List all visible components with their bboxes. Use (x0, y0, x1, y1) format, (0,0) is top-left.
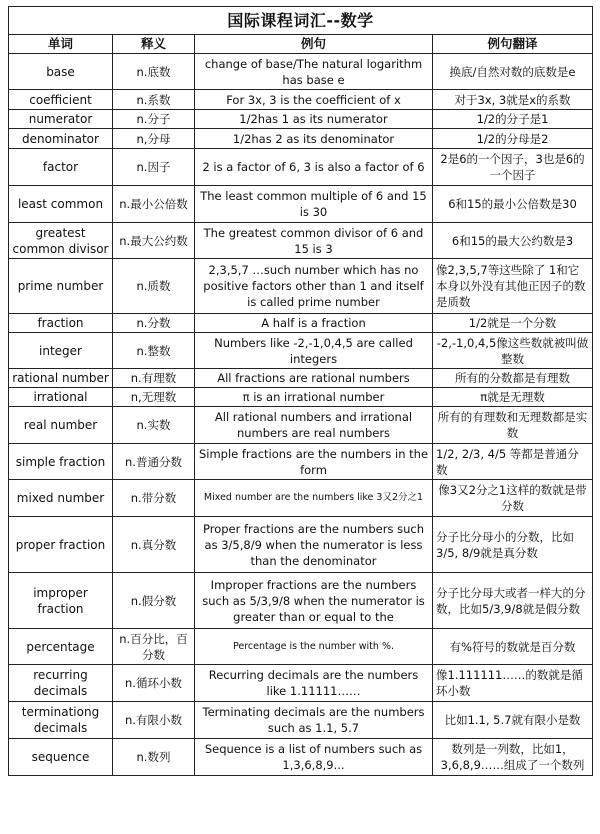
table-row (9, 573, 593, 629)
example-cell: Numbers like -2,-1,0,4,5 are called integers (195, 333, 433, 369)
table-row (9, 259, 593, 314)
translation-cell: 数列是一列数，比如1，3,6,8,9……组成了一个数列 (433, 739, 593, 776)
word-cell: coefficient (9, 90, 113, 110)
table-row (9, 186, 593, 223)
translation-cell: 像1.111111……的数就是循环小数 (433, 665, 593, 702)
meaning-cell: n.质数 (113, 259, 195, 314)
example-cell: Terminating decimals are the numbers such as 1.1, 5.7 (195, 702, 433, 739)
translation-cell: 换底/自然对数的底数是e (433, 54, 593, 90)
meaning-cell: n.有理数 (113, 369, 195, 388)
example-cell: A half is a fraction (195, 314, 433, 333)
vocabulary-table (8, 6, 593, 776)
meaning-cell: n.有限小数 (113, 702, 195, 739)
word-cell: percentage (9, 629, 113, 665)
meaning-cell: n.数列 (113, 739, 195, 776)
header-meaning: 释义 (113, 35, 195, 54)
translation-cell: 分子比分母大或者一样大的分数，比如5/3,9/8就是假分数 (433, 573, 593, 629)
example-cell: Mixed number are the numbers like 3又2分之1 (195, 480, 433, 517)
word-cell: proper fraction (9, 517, 113, 573)
meaning-cell: n.真分数 (113, 517, 195, 573)
example-cell: All fractions are rational numbers (195, 369, 433, 388)
example-cell: The least common multiple of 6 and 15 is 30 (195, 186, 433, 223)
meaning-cell: n.普通分数 (113, 444, 195, 480)
table-row (9, 517, 593, 573)
translation-cell: 6和15的最大公约数是3 (433, 223, 593, 259)
header-row (9, 35, 593, 54)
translation-cell: 分子比分母小的分数，比如3/5, 8/9就是真分数 (433, 517, 593, 573)
table-row (9, 369, 593, 388)
table-row (9, 702, 593, 739)
translation-cell: 所有的有理数和无理数都是实数 (433, 407, 593, 444)
example-cell: Sequence is a list of numbers such as 1,3,6,8,9... (195, 739, 433, 776)
meaning-cell: n.百分比，百分数 (113, 629, 195, 665)
table-row (9, 388, 593, 407)
translation-cell: 比如1.1, 5.7就有限小是数 (433, 702, 593, 739)
meaning-cell: n.带分数 (113, 480, 195, 517)
table-row (9, 129, 593, 149)
table-row (9, 333, 593, 369)
meaning-cell: n.系数 (113, 90, 195, 110)
translation-cell: 1/2的分子是1 (433, 110, 593, 129)
table-row (9, 739, 593, 776)
table-row (9, 54, 593, 90)
word-cell: irrational (9, 388, 113, 407)
example-cell: 1/2has 2 as its denominator (195, 129, 433, 149)
example-cell: Improper fractions are the numbers such as 5/3,9/8 when the numerator is greater than or equal to the (195, 573, 433, 629)
example-cell: For 3x, 3 is the coefficient of x (195, 90, 433, 110)
translation-cell: 像3又2分之1这样的数就是带分数 (433, 480, 593, 517)
word-cell: rational number (9, 369, 113, 388)
meaning-cell: n,无理数 (113, 388, 195, 407)
translation-cell: π就是无理数 (433, 388, 593, 407)
vocabulary-sheet (8, 6, 592, 776)
example-cell: Simple fractions are the numbers in the form (195, 444, 433, 480)
word-cell: recurring decimals (9, 665, 113, 702)
translation-cell: 有%符号的数就是百分数 (433, 629, 593, 665)
table-row (9, 223, 593, 259)
word-cell: simple fraction (9, 444, 113, 480)
word-cell: prime number (9, 259, 113, 314)
translation-cell: 像2,3,5,7等这些除了 1和它本身以外没有其他正因子的数是质数 (433, 259, 593, 314)
table-row (9, 444, 593, 480)
table-row (9, 480, 593, 517)
header-translation: 例句翻译 (433, 35, 593, 54)
table-row (9, 90, 593, 110)
word-cell: factor (9, 149, 113, 186)
table-row (9, 407, 593, 444)
translation-cell: 1/2的分母是2 (433, 129, 593, 149)
meaning-cell: n.最大公约数 (113, 223, 195, 259)
translation-cell: 对于3x, 3就是x的系数 (433, 90, 593, 110)
translation-cell: 6和15的最小公倍数是30 (433, 186, 593, 223)
translation-cell: 所有的分数都是有理数 (433, 369, 593, 388)
meaning-cell: n.假分数 (113, 573, 195, 629)
meaning-cell: n.因子 (113, 149, 195, 186)
header-word: 单词 (9, 35, 113, 54)
translation-cell: 1/2就是一个分数 (433, 314, 593, 333)
meaning-cell: n.循环小数 (113, 665, 195, 702)
word-cell: fraction (9, 314, 113, 333)
meaning-cell: n,分母 (113, 129, 195, 149)
meaning-cell: n.分子 (113, 110, 195, 129)
example-cell: Percentage is the number with %. (195, 629, 433, 665)
word-cell: least common (9, 186, 113, 223)
example-cell: π is an irrational number (195, 388, 433, 407)
meaning-cell: n.最小公倍数 (113, 186, 195, 223)
example-cell: All rational numbers and irrational numbers are real numbers (195, 407, 433, 444)
word-cell: integer (9, 333, 113, 369)
meaning-cell: n.实数 (113, 407, 195, 444)
title-row (9, 7, 593, 35)
example-cell: Proper fractions are the numbers such as 3/5,8/9 when the numerator is less than the denominator (195, 517, 433, 573)
translation-cell: -2,-1,0,4,5像这些数就被叫做整数 (433, 333, 593, 369)
meaning-cell: n.分数 (113, 314, 195, 333)
word-cell: greatest common divisor (9, 223, 113, 259)
table-row (9, 629, 593, 665)
example-cell: 1/2has 1 as its numerator (195, 110, 433, 129)
word-cell: sequence (9, 739, 113, 776)
header-example: 例句 (195, 35, 433, 54)
example-cell: The greatest common divisor of 6 and 15 is 3 (195, 223, 433, 259)
word-cell: improper fraction (9, 573, 113, 629)
word-cell: denominator (9, 129, 113, 149)
word-cell: terminationg decimals (9, 702, 113, 739)
example-cell: Recurring decimals are the numbers like 1.11111…… (195, 665, 433, 702)
example-cell: change of base/The natural logarithm has base e (195, 54, 433, 90)
table-title: 国际课程词汇--数学 (9, 7, 593, 35)
table-row (9, 110, 593, 129)
meaning-cell: n.底数 (113, 54, 195, 90)
word-cell: real number (9, 407, 113, 444)
word-cell: base (9, 54, 113, 90)
meaning-cell: n.整数 (113, 333, 195, 369)
table-row (9, 149, 593, 186)
example-cell: 2 is a factor of 6, 3 is also a factor of 6 (195, 149, 433, 186)
table-row (9, 665, 593, 702)
word-cell: numerator (9, 110, 113, 129)
example-cell: 2,3,5,7 …such number which has no positive factors other than 1 and itself is called prime number (195, 259, 433, 314)
translation-cell: 1/2, 2/3, 4/5 等都是普通分数 (433, 444, 593, 480)
translation-cell: 2是6的一个因子，3也是6的一个因子 (433, 149, 593, 186)
word-cell: mixed number (9, 480, 113, 517)
table-row (9, 314, 593, 333)
